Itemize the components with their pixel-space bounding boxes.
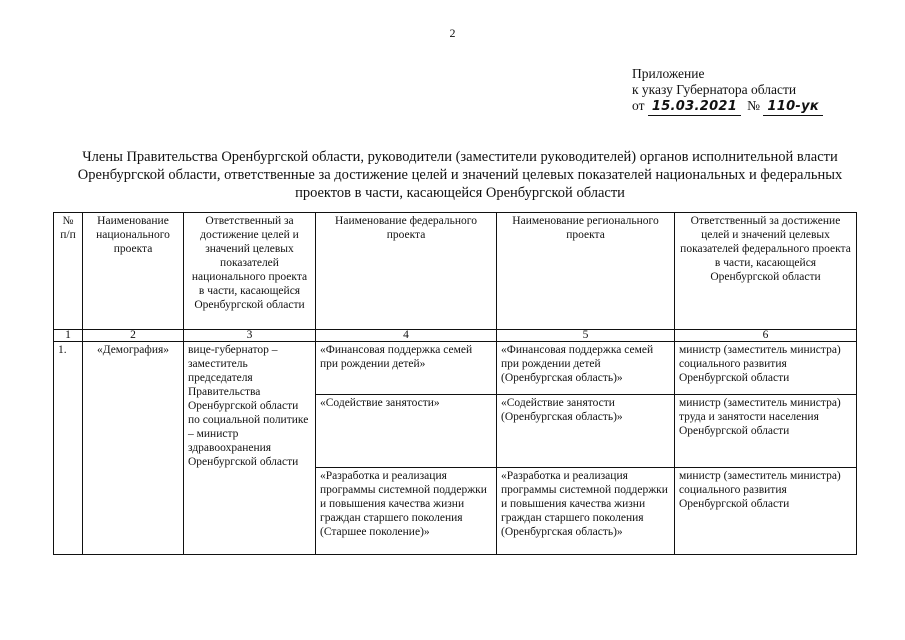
document-title: Члены Правительства Оренбургской области, руководители (заместители руководителей) органов исполнительной власти Оренбургской области, ответственные за достижение целей и значений целевых показателей национальных и федеральных проектов в части, касающейся Оренбургской области bbox=[77, 149, 843, 201]
regional-project: «Разработка и реализация программы системной поддержки и повышения качества жизни граждан старшего поколения (Оренбургская область)» bbox=[497, 468, 675, 555]
appendix-block bbox=[632, 66, 823, 116]
header-regional-project: Наименование регионального проекта bbox=[497, 213, 675, 330]
column-number: 1 bbox=[54, 330, 83, 342]
column-number-row bbox=[54, 330, 857, 342]
header-responsible-federal: Ответственный за достижение целей и значений целевых показателей федерального проекта в части, касающейся Оренбургской области bbox=[675, 213, 857, 330]
regional-project: «Содействие занятости (Оренбургская область)» bbox=[497, 395, 675, 468]
column-number: 4 bbox=[316, 330, 497, 342]
projects-table bbox=[53, 212, 857, 555]
table-row bbox=[54, 342, 857, 395]
responsible-federal: министр (заместитель министра) труда и занятости населения Оренбургской области bbox=[675, 395, 857, 468]
federal-project: «Финансовая поддержка семей при рождении детей» bbox=[316, 342, 497, 395]
header-national-project: Наименование национального проекта bbox=[83, 213, 184, 330]
header-responsible-national: Ответственный за достижение целей и значений целевых показателей национального проекта в части, касающейся Оренбургской области bbox=[184, 213, 316, 330]
federal-project: «Разработка и реализация программы системной поддержки и повышения качества жизни граждан старшего поколения (Старшее поколение)» bbox=[316, 468, 497, 555]
date-prefix: от bbox=[632, 98, 645, 113]
regional-project: «Финансовая поддержка семей при рождении детей (Оренбургская область)» bbox=[497, 342, 675, 395]
appendix-line2: к указу Губернатора области bbox=[632, 82, 797, 97]
row-number: 1. bbox=[54, 342, 83, 555]
page-number: 2 bbox=[449, 26, 456, 40]
column-number: 3 bbox=[184, 330, 316, 342]
federal-project: «Содействие занятости» bbox=[316, 395, 497, 468]
column-number: 6 bbox=[675, 330, 857, 342]
responsible-federal: министр (заместитель министра) социального развития Оренбургской области bbox=[675, 342, 857, 395]
appendix-line1: Приложение bbox=[632, 66, 705, 81]
table-header-row bbox=[54, 213, 857, 330]
column-number: 2 bbox=[83, 330, 184, 342]
decree-date: 15.03.2021 bbox=[648, 99, 741, 116]
header-federal-project: Наименование федерального проекта bbox=[316, 213, 497, 330]
header-num: № п/п bbox=[54, 213, 83, 330]
decree-number: 110-ук bbox=[763, 99, 823, 116]
national-project-name: «Демография» bbox=[83, 342, 184, 555]
number-prefix: № bbox=[747, 98, 760, 113]
column-number: 5 bbox=[497, 330, 675, 342]
appendix-date-line bbox=[632, 98, 823, 116]
responsible-national: вице-губернатор – заместитель председателя Правительства Оренбургской области по социальной политике – министр здравоохранения Оренбургской области bbox=[184, 342, 316, 555]
responsible-federal: министр (заместитель министра) социального развития Оренбургской области bbox=[675, 468, 857, 555]
